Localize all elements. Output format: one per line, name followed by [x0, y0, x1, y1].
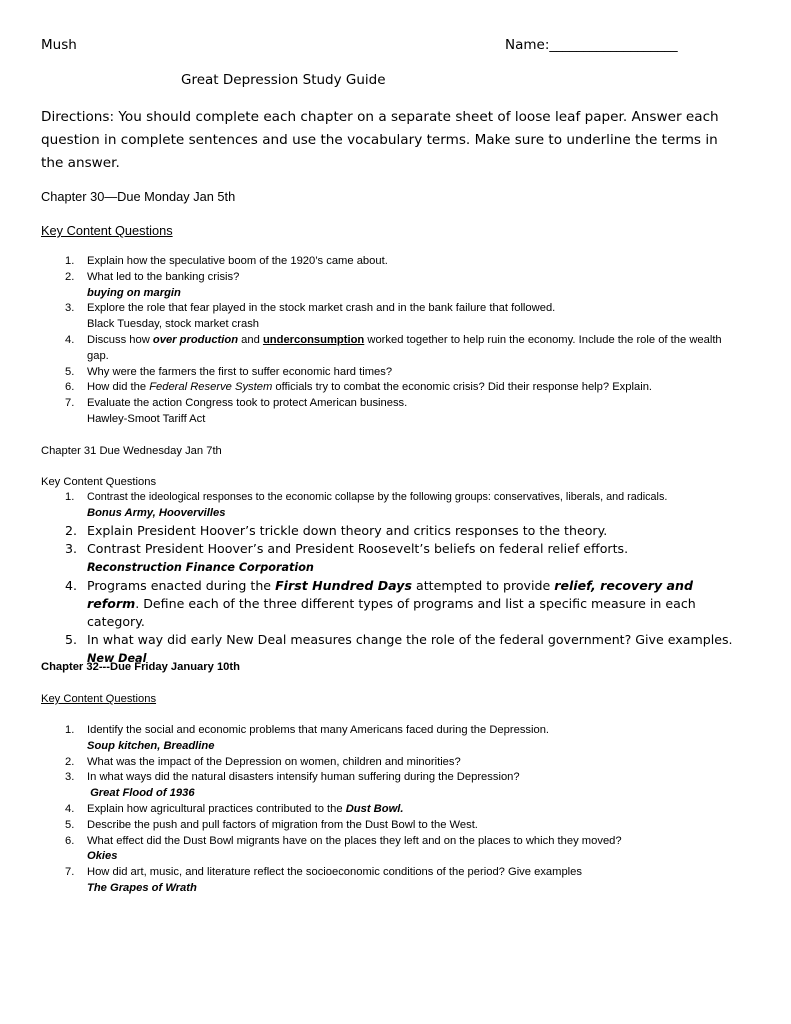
list-item: 1. Contrast the ideological responses to the economic collapse by the following groups: conservatives, liberals, and radicals. Bonus Army, Hoovervilles [65, 491, 668, 519]
vocab-term: Black Tuesday, stock market crash [87, 318, 260, 331]
chapter-31-key-questions: Key Content Questions [41, 476, 157, 488]
chapter-32-title: Chapter 32---Due Friday January 10th [41, 661, 240, 673]
list-item: 3. Contrast President Hoover’s and President Roosevelt’s beliefs on federal relief efforts. Reconstruction Finance Corporation [65, 540, 629, 574]
list-item: 7. How did art, music, and literature reflect the socioeconomic conditions of the period? Give examples The Grapes of Wrath [65, 866, 582, 894]
list-item: 6. What effect did the Dust Bowl migrants have on the places they left and on the places to which they moved? Okies [65, 834, 622, 863]
list-item: 6. How did the Federal Reserve System officials try to combat the economic crisis? Did their response help? Explain. [65, 381, 653, 394]
chapter-30-key-questions: Key Content Questions [41, 223, 173, 238]
list-item: 2. Explain President Hoover’s trickle down theory and critics responses to the theory. [65, 522, 608, 538]
list-item: 2. What was the impact of the Depression on women, children and minorities? [65, 755, 461, 768]
list-item: 4. Programs enacted during the First Hundred Days attempted to provide relief, recovery and reform. Define each of the three different types of programs and list a specific measure in each category. [65, 577, 696, 629]
list-item: 3. Explore the role that fear played in the stock market crash and in the bank failure that followed. Black Tuesday, stock market crash [65, 302, 556, 331]
chapter-32-key-questions: Key Content Questions [41, 693, 157, 705]
list-item: 7. Evaluate the action Congress took to protect American business. Hawley-Smoot Tariff Act [65, 397, 408, 425]
list-item: 3. In what ways did the natural disasters intensify human suffering during the Depression? Great Flood of 1936 [65, 771, 520, 800]
chapter-30-questions [41, 254, 741, 428]
chapter-31-title: Chapter 31 Due Wednesday Jan 7th [41, 445, 222, 457]
list-item: 4. Discuss how over production and underconsumption worked together to help ruin the economy. Include the role of the wealth gap. [65, 333, 722, 362]
list-item: 5. Describe the push and pull factors of migration from the Dust Bowl to the West. [65, 818, 478, 831]
list-item: 5. Why were the farmers the first to suffer economic hard times? [65, 365, 393, 378]
chapter-30-title: Chapter 30—Due Monday Jan 5th [41, 189, 236, 204]
student-name: Mush [41, 37, 77, 53]
vocab-term: Hawley-Smoot Tariff Act [87, 412, 206, 425]
page-title: Great Depression Study Guide [181, 72, 386, 88]
list-item: 1. Explain how the speculative boom of the 1920’s came about. [65, 255, 388, 267]
list-item: 1. Identify the social and economic problems that many Americans faced during the Depression. Soup kitchen, Breadline [65, 724, 550, 752]
chapter-32-questions [41, 723, 741, 897]
list-item: 5. In what way did early New Deal measures change the role of the federal government? Give examples. New Deal [65, 631, 733, 665]
list-item: 2. What led to the banking crisis? buying on margin [65, 270, 240, 299]
list-item: 4. Explain how agricultural practices contributed to the Dust Bowl. [65, 802, 404, 815]
name-field[interactable]: Name:___________________ [505, 37, 678, 53]
vocab-term: buying on margin [87, 286, 181, 299]
chapter-31-questions [41, 490, 741, 668]
directions: Directions: You should complete each chapter on a separate sheet of loose leaf paper. Answer each question in complete sentences and use the vocabulary terms. Make sure to underline the terms in the answer. [41, 109, 719, 171]
